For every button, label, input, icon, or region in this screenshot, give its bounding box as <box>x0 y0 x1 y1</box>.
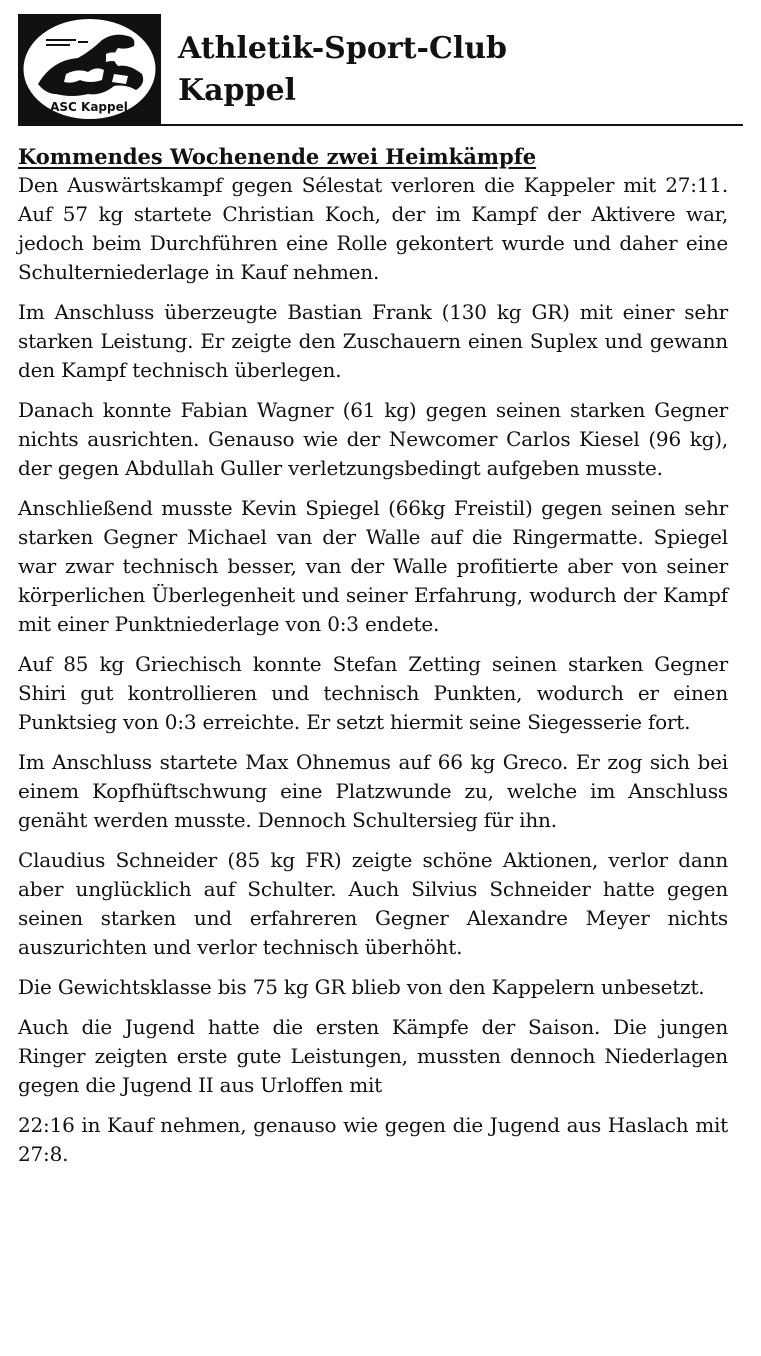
article-paragraph: Claudius Schneider (85 kg FR) zeigte schöne Aktionen, verlor dann aber unglücklich auf Schulter. Auch Silvius Schneider hatte gegen seinen starken und erfahreren Gegner Alexandre Meyer nichts auszurichten und verlor technisch überhöht. <box>18 848 728 959</box>
article-paragraph: Im Anschluss überzeugte Bastian Frank (130 kg GR) mit einer sehr starken Leistung. Er zeigte den Zuschauern einen Suplex und gewann den Kampf technisch überlegen. <box>18 300 728 382</box>
article-paragraph: Auch die Jugend hatte die ersten Kämpfe der Saison. Die jungen Ringer zeigten erste gute Leistungen, mussten dennoch Niederlagen gegen die Jugend II aus Urloffen mit <box>18 1015 728 1097</box>
header-divider <box>18 124 743 126</box>
article-paragraph: Die Gewichtsklasse bis 75 kg GR blieb von den Kappelern unbesetzt. <box>18 975 705 999</box>
club-name <box>178 28 507 112</box>
article-paragraph: Auf 85 kg Griechisch konnte Stefan Zetting seinen starken Gegner Shiri gut kontrollieren und technisch Punkten, wodurch er einen Punktsieg von 0:3 erreichte. Er setzt hiermit seine Siegesserie fort. <box>18 652 728 734</box>
article-paragraph: Den Auswärtskampf gegen Sélestat verloren die Kappeler mit 27:11. Auf 57 kg startete Christian Koch, der im Kampf der Aktivere war, jedoch beim Durchführen eine Rolle gekontert wurde und daher eine Schulterniederlage in Kauf nehmen. <box>18 173 728 284</box>
article-headline: Kommendes Wochenende zwei Heimkämpfe <box>18 144 537 169</box>
club-name-line-1: Athletik-Sport-Club <box>178 31 508 66</box>
club-header <box>18 14 743 126</box>
article-paragraph: 22:16 in Kauf nehmen, genauso wie gegen die Jugend aus Haslach mit 27:8. <box>18 1113 728 1166</box>
club-logo <box>18 14 161 125</box>
club-name-line-2: Kappel <box>178 73 296 108</box>
article-paragraph: Danach konnte Fabian Wagner (61 kg) gegen seinen starken Gegner nichts ausrichten. Genauso wie der Newcomer Carlos Kiesel (96 kg), der gegen Abdullah Guller verletzungsbedingt aufgeben musste. <box>18 398 728 480</box>
article-paragraph: Anschließend musste Kevin Spiegel (66kg Freistil) gegen seinen sehr starken Gegner Michael van der Walle auf die Ringermatte. Spiegel war zwar technisch besser, van der Walle profitierte aber von seiner körperlichen Überlegenheit und seiner Erfahrung, wodurch der Kampf mit einer Punktniederlage von 0:3 endete. <box>18 496 728 636</box>
logo-text: ASC Kappel <box>50 100 128 114</box>
article-paragraph: Im Anschluss startete Max Ohnemus auf 66 kg Greco. Er zog sich bei einem Kopfhüftschwung eine Platzwunde zu, welche im Anschluss genäht werden musste. Dennoch Schultersieg für ihn. <box>18 750 728 832</box>
article <box>18 143 728 1180</box>
wrestlers-logo-icon <box>18 14 161 125</box>
